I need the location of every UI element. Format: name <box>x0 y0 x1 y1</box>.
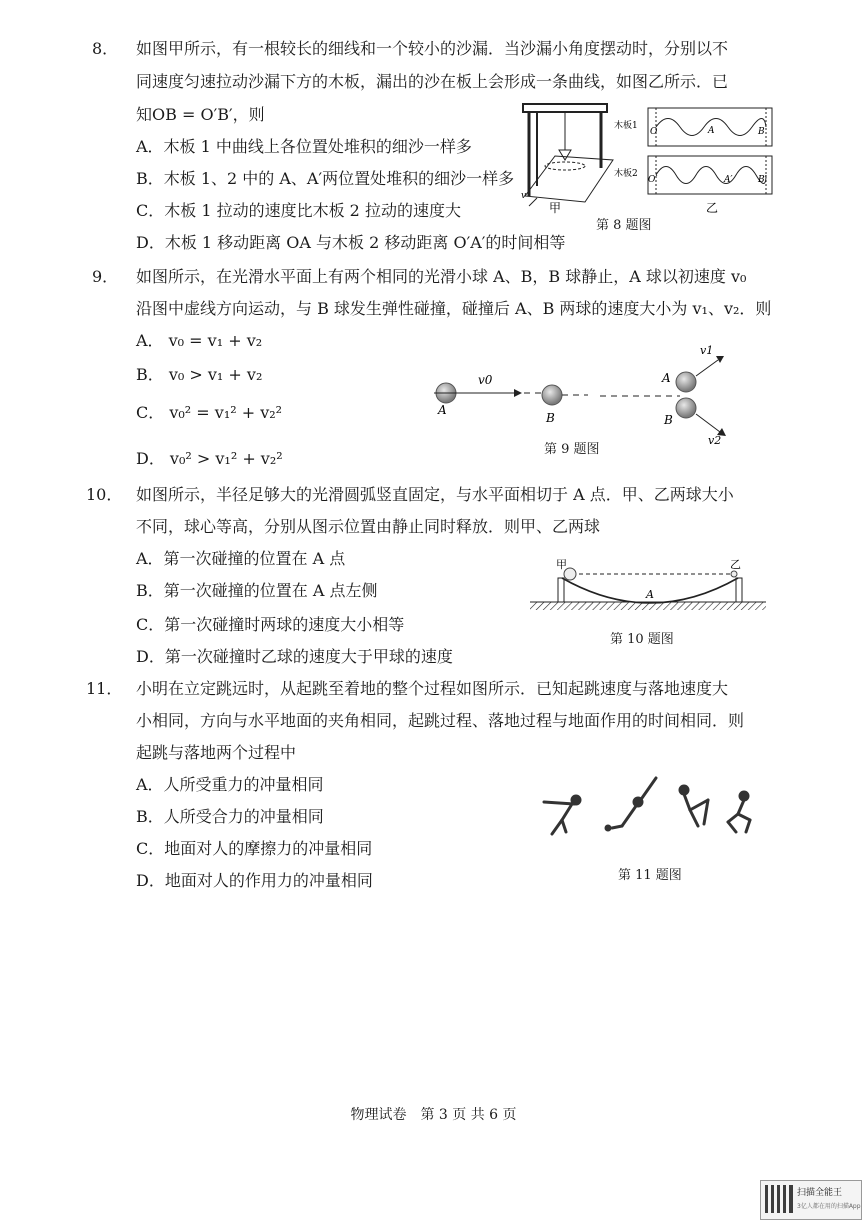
figure-caption: 第 10 题图 <box>610 632 674 647</box>
svg-text:A: A <box>662 371 671 385</box>
option-b: B．第一次碰撞的位置在 A 点左侧 <box>136 581 378 600</box>
question-number: 10． <box>86 485 123 504</box>
option-c: C．第一次碰撞时两球的速度大小相等 <box>136 615 405 634</box>
option-c: C．地面对人的摩擦力的冲量相同 <box>136 839 373 858</box>
page-footer: 物理试卷 第 3 页 共 6 页 <box>350 1107 517 1123</box>
svg-text:A′: A′ <box>724 175 733 185</box>
svg-text:O: O <box>650 127 658 137</box>
svg-text:B: B <box>664 413 673 427</box>
option-b: B．木板 1、2 中的 A、A′两位置处堆积的细沙一样多 <box>136 169 515 188</box>
long-jump-figure <box>538 770 768 842</box>
question-number: 9． <box>92 267 119 286</box>
question-text-line: 如图所示，半径足够大的光滑圆弧竖直固定，与水平面相切于 A 点．甲、乙两球大小 <box>136 485 734 504</box>
question-number: 11． <box>86 679 123 698</box>
svg-text:甲: 甲 <box>556 558 567 571</box>
svg-text:B: B <box>758 127 765 137</box>
ball-yi <box>731 571 737 577</box>
ball-b <box>542 385 562 405</box>
question-text-line: 起跳与落地两个过程中 <box>136 743 297 762</box>
option-b: B．人所受合力的冲量相同 <box>136 807 324 826</box>
option-d: D． v₀² > v₁² + v₂² <box>136 449 283 468</box>
question-text-line: 不同，球心等高，分别从图示位置由静止同时释放．则甲、乙两球 <box>136 517 601 536</box>
sand-curves-figure <box>612 98 780 216</box>
board-2-label: 木板2 <box>614 169 638 179</box>
sand-pendulum-figure <box>515 98 615 216</box>
figure-caption: 第 9 题图 <box>544 442 600 457</box>
collision-figure <box>424 340 744 450</box>
ball-b-after <box>676 398 696 418</box>
scanner-watermark <box>760 1180 862 1220</box>
option-b: B． v₀ > v₁ + v₂ <box>136 365 263 384</box>
scanner-sub: 3亿人都在用的扫描App <box>797 1203 861 1210</box>
svg-text:乙: 乙 <box>730 558 741 571</box>
option-d: D．木板 1 移动距离 OA 与木板 2 移动距离 O′A′的时间相等 <box>136 233 566 252</box>
svg-text:A: A <box>708 126 715 136</box>
option-d: D．第一次碰撞时乙球的速度大于甲球的速度 <box>136 647 453 666</box>
question-text-line: 小明在立定跳远时，从起跳至着地的整个过程如图所示．已知起跳速度与落地速度大 <box>136 679 729 698</box>
option-a: A． v₀ = v₁ + v₂ <box>136 331 263 350</box>
question-text-line: 知OB = O′B′，则 <box>136 105 265 124</box>
board-1-label: 木板1 <box>614 121 638 131</box>
question-text-line: 如图甲所示，有一根较长的细线和一个较小的沙漏．当沙漏小角度摆动时，分别以不 <box>136 39 729 58</box>
figure-label-jia: 甲 <box>549 201 562 215</box>
question-text-line: 如图所示，在光滑水平面上有两个相同的光滑小球 A、B，B 球静止，A 球以初速度 v₀ <box>136 267 747 286</box>
svg-text:A: A <box>646 588 654 601</box>
option-c: C． v₀² = v₁² + v₂² <box>136 403 283 422</box>
scanner-label: 扫描全能王 <box>797 1188 843 1198</box>
question-text-line: 小相同，方向与水平地面的夹角相同，起跳过程、落地过程与地面作用的时间相同．则 <box>136 711 745 730</box>
svg-text:v1: v1 <box>700 344 714 357</box>
arc-track-figure <box>526 556 770 620</box>
jumper-landing <box>728 792 750 832</box>
jumper-takeoff <box>606 778 656 830</box>
svg-text:B: B <box>546 411 555 425</box>
svg-text:O′: O′ <box>648 175 658 185</box>
question-number: 8． <box>92 39 119 58</box>
figure-caption: 第 11 题图 <box>618 868 682 883</box>
ball-a-after <box>676 372 696 392</box>
option-a: A．第一次碰撞的位置在 A 点 <box>136 549 346 568</box>
figure-label-yi: 乙 <box>706 201 719 215</box>
option-a: A．人所受重力的冲量相同 <box>136 775 324 794</box>
svg-text:v0: v0 <box>478 373 493 387</box>
svg-text:B′: B′ <box>758 175 767 185</box>
qr-code-icon <box>765 1185 793 1213</box>
svg-text:A: A <box>438 403 447 417</box>
velocity-label: v <box>521 191 527 201</box>
svg-text:v2: v2 <box>708 434 722 447</box>
option-a: A．木板 1 中曲线上各位置处堆积的细沙一样多 <box>136 137 472 156</box>
figure-caption: 第 8 题图 <box>596 218 652 233</box>
option-c: C．木板 1 拉动的速度比木板 2 拉动的速度大 <box>136 201 461 220</box>
jumper-flight <box>680 786 708 826</box>
question-text-line: 沿图中虚线方向运动，与 B 球发生弹性碰撞，碰撞后 A、B 两球的速度大小为 v₁、v₂．则 <box>136 299 772 318</box>
question-text-line: 同速度匀速拉动沙漏下方的木板，漏出的沙在板上会形成一条曲线，如图乙所示．已 <box>136 72 729 91</box>
jumper-crouch <box>544 796 580 834</box>
option-d: D．地面对人的作用力的冲量相同 <box>136 871 373 890</box>
